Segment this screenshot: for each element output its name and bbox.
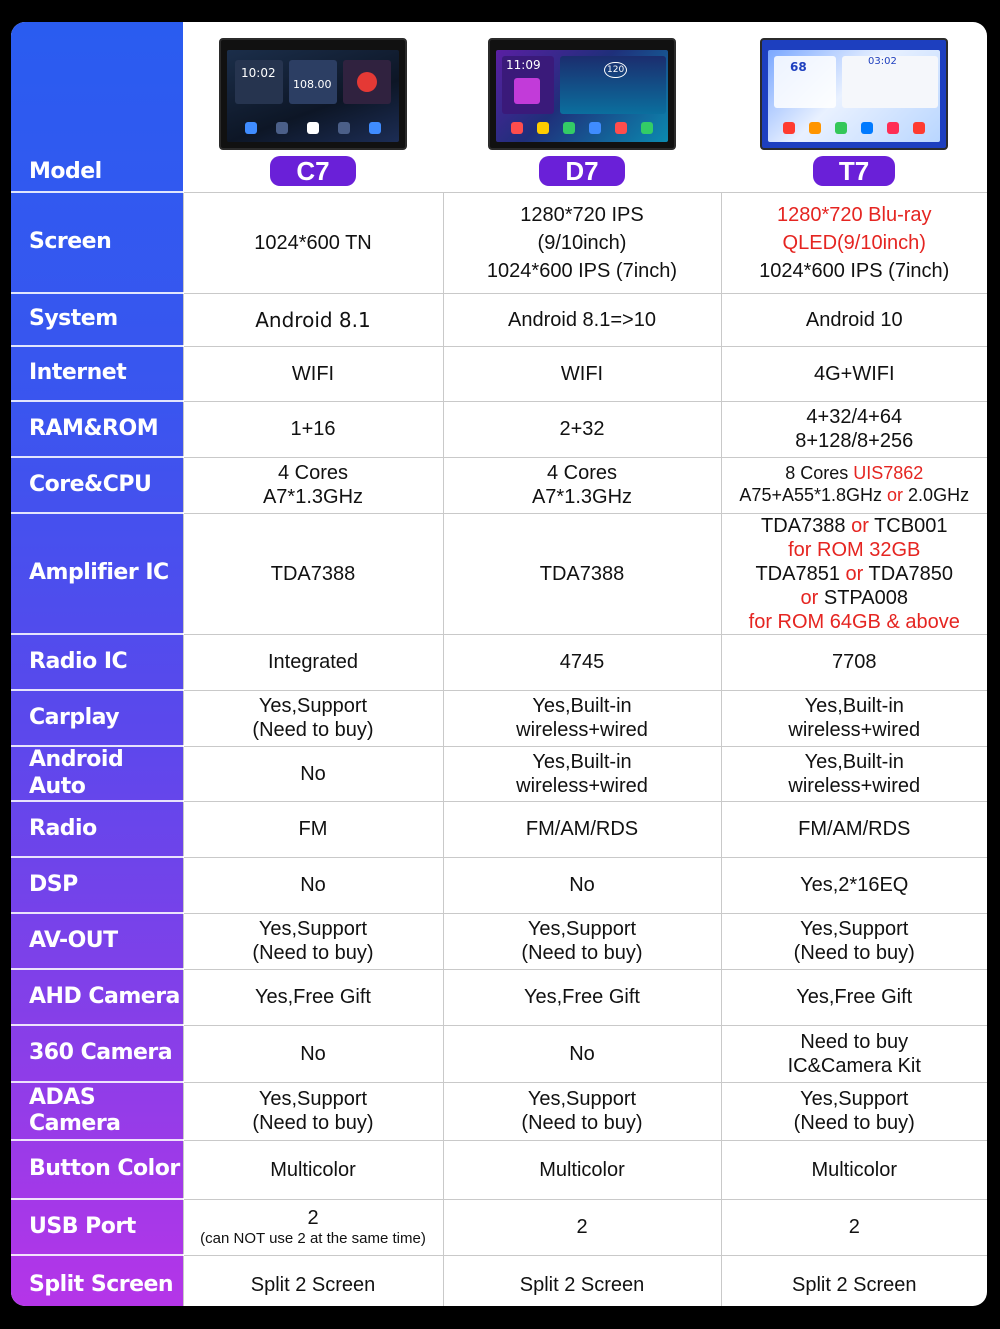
t7-adas-line1: Yes,Support <box>800 1088 909 1110</box>
c7-carplay <box>183 690 443 746</box>
c7-cpu <box>183 457 443 513</box>
row-label-radio: Radio <box>11 801 183 857</box>
model-d7 <box>443 22 721 192</box>
row-split <box>11 1255 987 1306</box>
t7-screen-line1: 1280*720 Blu-ray <box>776 203 932 226</box>
t7-dsp: Yes,2*16EQ <box>721 857 987 913</box>
d7-split: Split 2 Screen <box>443 1255 721 1306</box>
c7-adas <box>183 1082 443 1140</box>
row-label-avout: AV-OUT <box>11 913 183 969</box>
c7-avout <box>183 913 443 969</box>
t7-amp-ic3: TDA7851 <box>755 562 846 585</box>
row-button-color <box>11 1140 987 1199</box>
d7-adas-line2: (Need to buy) <box>521 1112 643 1134</box>
t7-adas <box>721 1082 987 1140</box>
t7-ramrom <box>721 401 987 457</box>
t7-carplay-line2: wireless+wired <box>788 719 921 741</box>
t7-360-line1: Need to buy <box>800 1030 909 1053</box>
row-ahd <box>11 969 987 1025</box>
d7-adas <box>443 1082 721 1140</box>
t7-amp-ic5: STPA008 <box>818 586 908 609</box>
c7-radioic: Integrated <box>183 634 443 690</box>
t7-ramrom-line1: 4+32/4+64 <box>806 406 903 428</box>
row-label-internet: Internet <box>11 346 183 401</box>
c7-system: Android 8.1 <box>183 293 443 346</box>
c7-internet: WIFI <box>183 346 443 401</box>
c7-screen: 1024*600 TN <box>183 192 443 293</box>
d7-avout-line1: Yes,Support <box>527 918 637 940</box>
row-label-android-auto: Android Auto <box>11 746 183 801</box>
t7-aauto-line2: wireless+wired <box>788 774 921 797</box>
d7-radio: FM/AM/RDS <box>443 801 721 857</box>
t7-ahd: Yes,Free Gift <box>721 969 987 1025</box>
c7-amp: TDA7388 <box>183 513 443 634</box>
c7-radio-freq: 108.00 <box>293 77 332 91</box>
d7-screen-line2: (9/10inch) <box>537 231 627 254</box>
t7-carplay <box>721 690 987 746</box>
row-label-cpu: Core&CPU <box>11 457 183 513</box>
row-carplay <box>11 690 987 746</box>
t7-usb: 2 <box>721 1199 987 1255</box>
model-c7 <box>183 22 443 192</box>
row-label-split: Split Screen <box>29 1272 174 1298</box>
t7-system: Android 10 <box>721 293 987 346</box>
c7-cpu-line2: A7*1.3GHz <box>262 486 364 508</box>
row-internet <box>11 346 987 401</box>
row-android-auto <box>11 746 987 801</box>
c7-android-auto: No <box>183 746 443 801</box>
row-screen <box>11 192 987 293</box>
d7-amp: TDA7388 <box>443 513 721 634</box>
d7-radioic: 4745 <box>443 634 721 690</box>
t7-amp <box>721 513 987 634</box>
c7-adas-line2: (Need to buy) <box>252 1112 374 1134</box>
c7-360: No <box>183 1025 443 1082</box>
t7-avout-line1: Yes,Support <box>800 918 909 940</box>
d7-internet: WIFI <box>443 346 721 401</box>
d7-aauto-line2: wireless+wired <box>516 774 648 797</box>
row-label-screen: Screen <box>11 192 183 293</box>
model-row <box>11 22 987 192</box>
c7-usb-note: (can NOT use 2 at the same time) <box>200 1230 426 1247</box>
t7-adas-line2: (Need to buy) <box>793 1112 915 1134</box>
spec-table <box>11 22 987 1306</box>
t7-clock: 03:02 <box>868 55 897 67</box>
d7-dsp: No <box>443 857 721 913</box>
row-amp <box>11 513 987 634</box>
model-t7 <box>721 22 987 192</box>
comparison-card <box>11 22 987 1306</box>
d7-carplay-line2: wireless+wired <box>516 719 648 741</box>
d7-ahd: Yes,Free Gift <box>443 969 721 1025</box>
c7-badge: C7 <box>270 156 355 186</box>
row-system <box>11 293 987 346</box>
c7-avout-line1: Yes,Support <box>258 918 368 940</box>
d7-carplay-line1: Yes,Built-in <box>532 695 632 717</box>
d7-cpu-line2: A7*1.3GHz <box>531 486 633 508</box>
t7-amp-or3: or <box>800 586 819 609</box>
d7-device-image <box>488 38 676 150</box>
t7-360 <box>721 1025 987 1082</box>
c7-button-color: Multicolor <box>183 1140 443 1199</box>
t7-radio: FM/AM/RDS <box>721 801 987 857</box>
c7-cpu-line1: 4 Cores <box>277 462 349 484</box>
t7-android-auto <box>721 746 987 801</box>
d7-android-auto <box>443 746 721 801</box>
d7-usb: 2 <box>443 1199 721 1255</box>
row-label-360: 360 Camera <box>11 1025 183 1082</box>
d7-ramrom: 2+32 <box>443 401 721 457</box>
t7-badge: T7 <box>813 156 895 186</box>
d7-screen <box>443 192 721 293</box>
row-avout <box>11 913 987 969</box>
c7-dsp: No <box>183 857 443 913</box>
t7-internet: 4G+WIFI <box>721 346 987 401</box>
t7-screen-line3: 1024*600 IPS (7inch) <box>759 259 950 282</box>
c7-device-image <box>219 38 407 150</box>
c7-split: Split 2 Screen <box>183 1255 443 1306</box>
row-360 <box>11 1025 987 1082</box>
d7-aauto-line1: Yes,Built-in <box>532 750 632 773</box>
row-label-carplay: Carplay <box>11 690 183 746</box>
t7-avout <box>721 913 987 969</box>
row-label-amp: Amplifier IC <box>11 513 183 634</box>
c7-radio: FM <box>183 801 443 857</box>
d7-badge: D7 <box>539 156 624 186</box>
t7-amp-note2: for ROM 64GB & above <box>748 610 960 633</box>
d7-screen-line1: 1280*720 IPS <box>520 203 644 226</box>
t7-amp-ic1: TDA7388 <box>761 514 852 537</box>
t7-360-line2: IC&Camera Kit <box>787 1054 921 1077</box>
c7-adas-line1: Yes,Support <box>258 1088 368 1110</box>
c7-carplay-line2: (Need to buy) <box>252 719 374 741</box>
row-label-adas: ADAS Camera <box>11 1082 183 1140</box>
t7-amp-ic4: TDA7850 <box>863 562 954 585</box>
t7-radioic: 7708 <box>721 634 987 690</box>
d7-system: Android 8.1=>10 <box>443 293 721 346</box>
t7-cpu-or: or <box>887 485 904 505</box>
t7-cpu <box>721 457 987 513</box>
t7-amp-or2: or <box>845 562 864 585</box>
t7-amp-or1: or <box>851 514 869 537</box>
t7-device-image <box>760 38 948 150</box>
c7-avout-line2: (Need to buy) <box>252 942 374 964</box>
d7-avout-line2: (Need to buy) <box>521 942 643 964</box>
row-label-button-color: Button Color <box>11 1140 183 1199</box>
d7-cpu <box>443 457 721 513</box>
d7-button-color: Multicolor <box>443 1140 721 1199</box>
d7-speed: 120 <box>604 62 627 79</box>
t7-avout-line2: (Need to buy) <box>793 942 915 964</box>
row-label-system: System <box>11 293 183 346</box>
t7-cpu-cores: 8 Cores <box>785 463 854 484</box>
t7-split: Split 2 Screen <box>721 1255 987 1306</box>
row-adas <box>11 1082 987 1140</box>
c7-ramrom: 1+16 <box>183 401 443 457</box>
t7-amp-note1: for ROM 32GB <box>788 538 921 561</box>
row-usb <box>11 1199 987 1255</box>
t7-cpu-freq: 2.0GHz <box>903 485 970 505</box>
t7-cpu-chip: UIS7862 <box>853 463 924 484</box>
t7-screen-line2: QLED(9/10inch) <box>782 231 926 254</box>
c7-clock: 10:02 <box>241 65 276 80</box>
d7-carplay <box>443 690 721 746</box>
t7-button-color: Multicolor <box>721 1140 987 1199</box>
row-label-usb: USB Port <box>11 1199 183 1255</box>
c7-usb <box>183 1199 443 1255</box>
d7-360: No <box>443 1025 721 1082</box>
d7-avout <box>443 913 721 969</box>
d7-adas-line1: Yes,Support <box>527 1088 637 1110</box>
t7-aauto-line1: Yes,Built-in <box>804 750 904 773</box>
d7-cpu-line1: 4 Cores <box>546 462 618 484</box>
row-dsp <box>11 857 987 913</box>
row-label-model: Model <box>11 22 183 192</box>
row-label-dsp: DSP <box>11 857 183 913</box>
t7-screen <box>721 192 987 293</box>
row-label-radioic: Radio IC <box>11 634 183 690</box>
t7-ramrom-line2: 8+128/8+256 <box>795 430 914 452</box>
t7-cpu-arch: A75+A55*1.8GHz <box>739 485 888 505</box>
c7-carplay-line1: Yes,Support <box>258 695 368 717</box>
row-radioic <box>11 634 987 690</box>
t7-amp-ic2: TCB001 <box>868 514 948 537</box>
row-cpu <box>11 457 987 513</box>
t7-speed: 68 <box>790 59 807 74</box>
d7-clock: 11:09 <box>506 57 541 72</box>
row-radio <box>11 801 987 857</box>
t7-carplay-line1: Yes,Built-in <box>804 695 904 717</box>
row-label-ramrom: RAM&ROM <box>11 401 183 457</box>
row-label-ahd: AHD Camera <box>11 969 183 1025</box>
row-ramrom <box>11 401 987 457</box>
c7-ahd: Yes,Free Gift <box>183 969 443 1025</box>
d7-screen-line3: 1024*600 IPS (7inch) <box>486 259 678 282</box>
c7-usb-count: 2 <box>307 1207 319 1229</box>
